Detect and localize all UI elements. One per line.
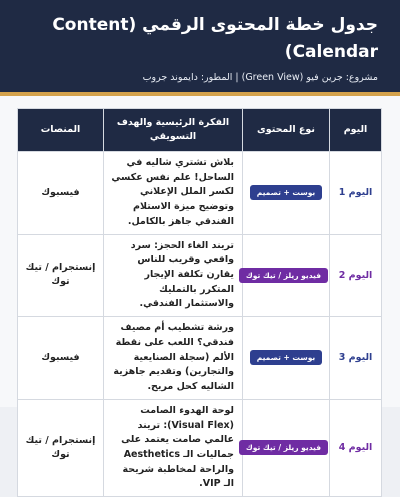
content-type-cell [243,399,330,496]
header-day: اليوم [330,109,382,152]
day-cell: اليوم 2 [330,234,382,317]
idea-cell: بلاش تشتري شاليه في الساحل! علم نفس عكسي لكسر الملل الإعلاني وتوضيح ميزة الاستلام الفندقي جاهز بالكامل. [104,152,243,235]
content-area [0,96,400,497]
idea-cell: تريند الغاء الحجز: سرد واقعي وقريب للناس يقارن تكلفة الإيجار المتكرر بالتمليك والاستثمار الفندقي. [104,234,243,317]
platform-cell: إنستجرام / تيك توك [18,234,104,317]
content-calendar-table [17,108,382,497]
platform-cell: إنستجرام / تيك توك [18,399,104,496]
platform-cell: فيسبوك [18,152,104,235]
header-idea: الفكرة الرئيسية والهدف التسويقي [104,109,243,152]
idea-cell: ورشة تشطيب أم مصيف فندقي؟ اللعب على نقطة الألم (سجلة الصنايعية والتجارين) وتقديم جاهزية الشاليه كحل مريح. [104,317,243,400]
idea-cell: لوحة الهدوء الصامت (Visual Flex): تريند عالمي صامت يعتمد على جماليات الـ Aesthetics والراحة لمخاطبة شريحة الـ VIP. [104,399,243,496]
day-cell: اليوم 1 [330,152,382,235]
table-header-row [18,109,382,152]
content-type-cell [243,152,330,235]
header-platforms: المنصات [18,109,104,152]
content-type-cell [243,317,330,400]
header-content-type: نوع المحتوى [243,109,330,152]
page-subtitle: مشروع: جرين فيو (Green View) | المطور: دايموند جروب [142,72,378,83]
table-row [18,317,382,400]
header [0,0,400,92]
table-row [18,399,382,496]
content-type-badge: فيديو ريلز / تيك توك [239,440,328,455]
day-cell: اليوم 3 [330,317,382,400]
platform-cell: فيسبوك [18,317,104,400]
page-title: جدول خطة المحتوى الرقمي (Content Calendar) [52,15,378,62]
content-type-badge: بوست + تصميم [250,350,323,365]
table-row [18,152,382,235]
content-type-cell [243,234,330,317]
day-cell: اليوم 4 [330,399,382,496]
content-type-badge: بوست + تصميم [250,185,323,200]
content-type-badge: فيديو ريلز / تيك توك [239,268,328,283]
table-row [18,234,382,317]
